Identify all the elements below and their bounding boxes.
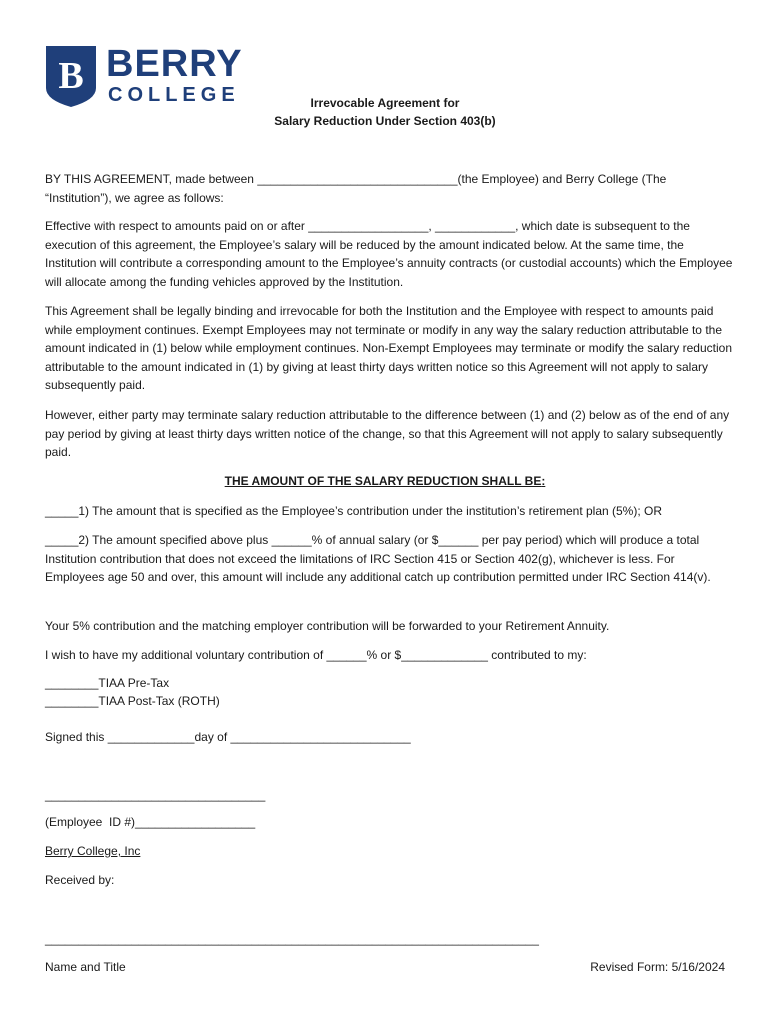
tiaa-posttax-option: ________TIAA Post-Tax (ROTH)	[45, 694, 220, 708]
berry-college-inc: Berry College, Inc	[45, 844, 141, 858]
document-title-line2: Salary Reduction Under Section 403(b)	[274, 114, 496, 128]
tiaa-pretax-option: ________TIAA Pre-Tax	[45, 676, 170, 690]
paragraph-effective-date: Effective with respect to amounts paid on or after __________________, ____________, which date is subsequent to the execution of this agreement, the Employee’s salary will be reduced by the amount indicated below. At the same time, the Institution will contribute a corresponding amount to the Employee’s annuity contracts (or custodial accounts) which the Employee will allocate among the funding vehicles approved by the Institution.	[45, 219, 733, 289]
option-1: _____1) The amount that is specified as the Employee’s contribution under the institution’s retirement plan (5%); OR	[45, 504, 663, 518]
signed-date-line: Signed this _____________day of ___________________________	[45, 730, 411, 744]
paragraph-termination: However, either party may terminate salary reduction attributable to the difference between (1) and (2) below as of the end of any pay period by giving at least thirty days written notice of the change, so that this Agreement will not apply to salary subsequently paid.	[45, 408, 730, 459]
logo-word-college: COLLEGE	[108, 84, 240, 106]
svg-text:B: B	[58, 55, 84, 97]
received-signature-line: __________________________________________________________________________	[45, 932, 539, 946]
received-by-label: Received by:	[45, 873, 115, 887]
paragraph-agreement-parties: BY THIS AGREEMENT, made between ______________________________(the Employee) and Berry College (The “Institution”), we agree as follows:	[45, 172, 667, 205]
contribution-note: Your 5% contribution and the matching employer contribution will be forwarded to your Retirement Annuity.	[45, 619, 610, 633]
logo-word-berry: BERRY	[106, 43, 243, 85]
paragraph-binding: This Agreement shall be legally binding and irrevocable for both the Institution and the Employee with respect to amounts paid while employment continues. Exempt Employees may not terminate or modify in any way the salary reduction attributable to the amount indicated in (1) below while employment continues. Non-Exempt Employees may terminate or modify the salary reduction attributable to the amount indicated in (1) by giving at least thirty days written notice so this Agreement will not apply to salary subsequently paid.	[45, 304, 732, 392]
salary-reduction-heading: THE AMOUNT OF THE SALARY REDUCTION SHALL BE:	[224, 474, 546, 488]
employee-signature-line: _________________________________	[45, 788, 266, 802]
revised-form-date: Revised Form: 5/16/2024	[590, 960, 725, 974]
document-title-line1: Irrevocable Agreement for	[310, 96, 460, 110]
voluntary-contribution-line: I wish to have my additional voluntary contribution of ______% or $_____________ contributed to my:	[45, 648, 587, 662]
employee-id-line: (Employee ID #)__________________	[45, 815, 256, 829]
option-2: _____2) The amount specified above plus ______% of annual salary (or $______ per pay period) which will produce a total Institution contribution that does not exceed the limitations of IRC Section 415 or Section 402(g), whichever is less. For Employees age 50 and over, this amount will include any additional catch up contribution permitted under IRC Section 414(v).	[45, 533, 711, 584]
name-and-title-label: Name and Title	[45, 960, 126, 974]
